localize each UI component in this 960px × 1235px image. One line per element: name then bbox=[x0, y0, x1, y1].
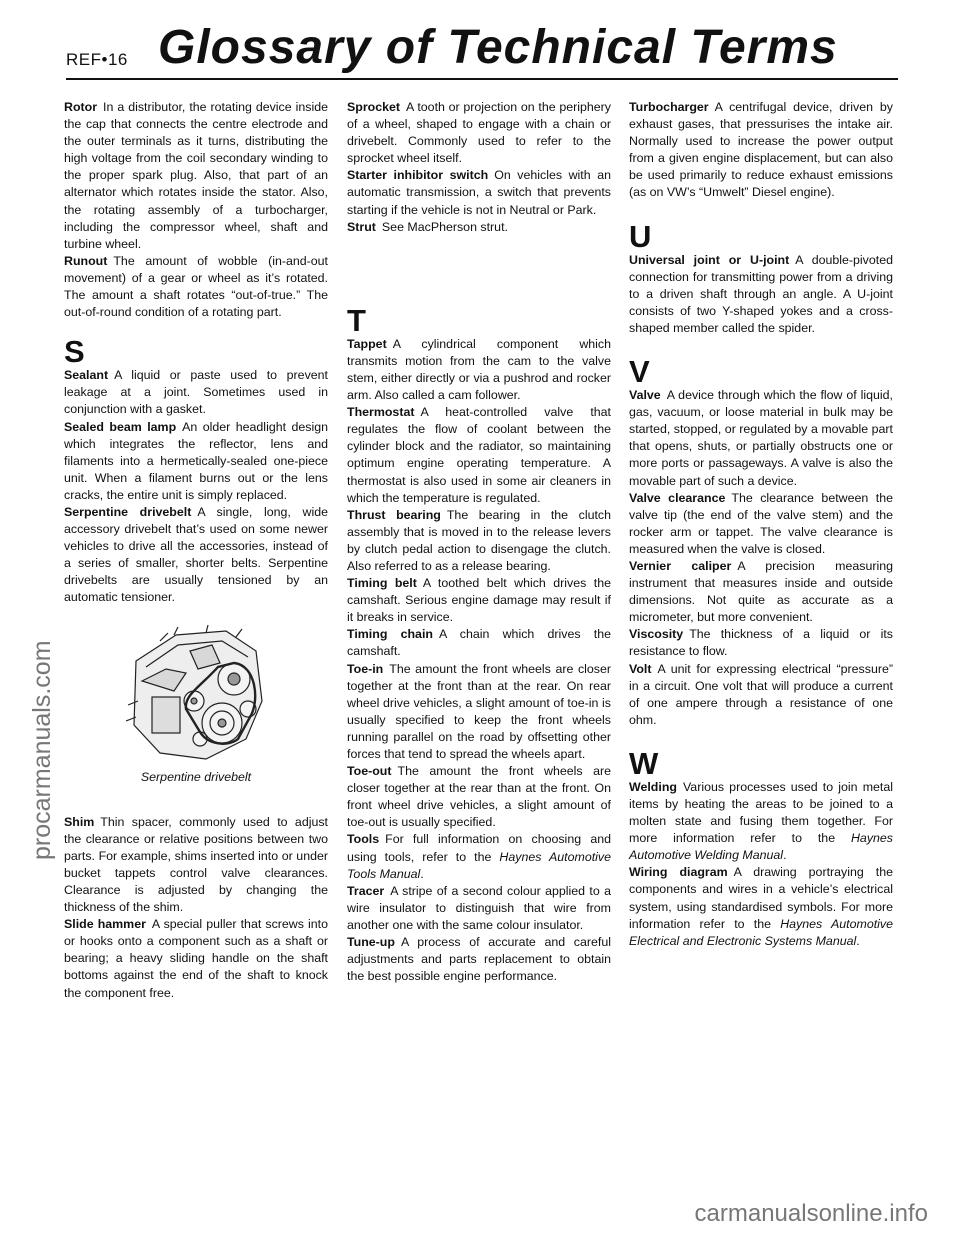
side-watermark: procarmanuals.com bbox=[28, 640, 56, 860]
entry-text: A cylindrical component which transmits motion from the cam to the valve stem, either directly or via a pushrod and rocker arm. Also called a cam follower. bbox=[347, 336, 611, 403]
entry-term: Welding bbox=[629, 779, 677, 794]
entry-term: Shim bbox=[64, 814, 95, 829]
entries-col1-block2 bbox=[64, 367, 328, 606]
glossary-entry bbox=[347, 661, 611, 764]
entry-text: A tooth or projection on the periphery of a wheel, shaped to engage with a chain or drivebelt. Commonly used to refer to the sprocket wheel itself. bbox=[347, 100, 611, 166]
section-letter-u: U bbox=[629, 218, 652, 254]
glossary-entry bbox=[347, 99, 611, 167]
glossary-entry-welding bbox=[629, 779, 893, 864]
glossary-entry bbox=[347, 219, 611, 236]
entry-term: Turbocharger bbox=[629, 100, 709, 114]
glossary-entry bbox=[347, 883, 611, 934]
entry-term: Serpentine drivebelt bbox=[64, 504, 192, 519]
entry-term: Wiring diagram bbox=[629, 865, 728, 880]
entries-col3-block2 bbox=[629, 252, 893, 337]
column-3 bbox=[629, 99, 893, 950]
entry-term: Valve bbox=[629, 388, 661, 403]
entry-term: Universal joint or U-joint bbox=[629, 252, 790, 267]
entry-term: Volt bbox=[629, 661, 652, 676]
glossary-entry bbox=[347, 763, 611, 831]
entry-text: The clearance between the valve tip (the end of the valve stem) and the rocker arm or tappet. The valve clearance is measured when the valve is closed. bbox=[629, 490, 893, 556]
manual-reference: Haynes Automotive Welding Manual bbox=[629, 831, 893, 863]
entry-text: The thickness of a liquid or its resistance to flow. bbox=[629, 627, 893, 659]
entry-text: A unit for expressing electrical “pressure” in a circuit. One volt that will produce a current of one ampere through a resistance of one ohm. bbox=[629, 661, 893, 727]
glossary-entry bbox=[64, 253, 328, 321]
glossary-entry bbox=[629, 490, 893, 558]
entry-term: Timing belt bbox=[347, 576, 417, 591]
entry-text: A liquid or paste used to prevent leakage at a joint. Sometimes used in conjunction with a gasket. bbox=[64, 368, 328, 417]
entry-text: An older headlight design which integrates the reflector, lens and filaments into a hermetically-sealed one-piece unit. When a filament burns out or the lens cracks, the entire unit is simply replaced. bbox=[64, 419, 329, 502]
entry-text: A double-pivoted connection for transmitting power from a driving to a driven shaft through an angle. A U-joint consists of two Y-shaped yokes and a cross-shaped member called the spider. bbox=[629, 252, 893, 335]
header-rule bbox=[66, 78, 898, 80]
entry-term: Sealant bbox=[64, 368, 109, 383]
glossary-entry bbox=[629, 252, 893, 337]
page-ref: REF•16 bbox=[66, 50, 128, 69]
figure-caption: Serpentine drivebelt bbox=[140, 769, 252, 784]
glossary-entry-wiring-diagram bbox=[629, 864, 893, 949]
entry-text: Various processes used to join metal items by heating the areas to be joined to a molten state and fusing them together. For more information refer to the bbox=[629, 779, 893, 846]
entry-text: A toothed belt which drives the camshaft. Serious engine damage may result if it breaks in service. bbox=[347, 576, 611, 625]
glossary-entry bbox=[347, 575, 611, 626]
entry-term: Runout bbox=[64, 253, 108, 268]
entries-col1-block1 bbox=[64, 99, 328, 321]
glossary-entry bbox=[629, 387, 893, 490]
glossary-entry bbox=[347, 507, 611, 575]
glossary-entry bbox=[347, 626, 611, 660]
glossary-entry bbox=[64, 504, 328, 607]
entry-text: The amount the front wheels are closer together at the front than at the rear. On rear wheel drive vehicles, a slight amount of toe-in is usually specified to keep the front wheels running parallel on the road by offsetting other forces that tend to spread the wheels apart. bbox=[347, 661, 611, 761]
entry-text: For full information on choosing and using tools, refer to the bbox=[347, 832, 611, 864]
entry-term: Toe-in bbox=[347, 661, 384, 676]
glossary-entry bbox=[64, 419, 328, 504]
entry-text: On vehicles with an automatic transmission, a switch that prevents starting if the vehicle is not in Neutral or Park. bbox=[347, 168, 611, 217]
entry-term: Thermostat bbox=[347, 405, 415, 420]
section-letter-w: W bbox=[629, 745, 659, 781]
entry-term: Vernier caliper bbox=[629, 558, 732, 573]
column-2 bbox=[347, 99, 611, 985]
glossary-entry bbox=[347, 404, 611, 507]
entry-text: A process of accurate and careful adjustments and parts replacement to obtain the best possible engine performance. bbox=[347, 935, 611, 984]
entry-text: The bearing in the clutch assembly that is moved in to the release levers by clutch pedal action to disengage the clutch. Also referred to as a release bearing. bbox=[347, 507, 611, 573]
entry-text: See MacPherson strut. bbox=[381, 219, 508, 234]
glossary-entry bbox=[64, 814, 328, 917]
entry-term: Tracer bbox=[347, 883, 385, 898]
entry-text: A special puller that screws into or hooks onto a component such as a shaft or bearing; a heavy sliding handle on the shaft bottoms against the end of the shaft to knock the component free. bbox=[64, 917, 328, 1000]
entry-text: A device through which the flow of liquid, gas, vacuum, or loose material in bulk may be started, stopped, or regulated by a movable part that opens, shuts, or partially obstructs one or more ports or passageways. A valve is also the movable part of such a device. bbox=[629, 388, 893, 488]
entry-term: Sealed beam lamp bbox=[64, 419, 177, 434]
entry-text-end: . bbox=[856, 933, 860, 948]
bottom-watermark: carmanualsonline.info bbox=[694, 1200, 928, 1227]
glossary-entry bbox=[347, 934, 611, 985]
entry-text-end: . bbox=[420, 866, 424, 881]
entry-term: Thrust bearing bbox=[347, 507, 441, 522]
entry-text-end: . bbox=[783, 848, 787, 863]
page-title: Glossary of Technical Terms bbox=[158, 21, 838, 74]
serpentine-drivebelt-figure bbox=[64, 621, 328, 786]
entry-term: Slide hammer bbox=[64, 917, 146, 932]
entry-text: A precision measuring instrument that measures inside and outside dimensions. Not quite as accurate as a micrometer, but more convenient. bbox=[629, 558, 893, 625]
entry-text: The amount the front wheels are closer together at the rear than at the front. On front wheel drive vehicles, a slight amount of toe-out is usually specified. bbox=[347, 764, 611, 830]
entry-term: Tappet bbox=[347, 336, 387, 351]
glossary-entry bbox=[64, 367, 328, 418]
entries-col3-block3 bbox=[629, 387, 893, 729]
entries-col3-block1 bbox=[629, 99, 893, 202]
glossary-entry bbox=[64, 916, 328, 1001]
entry-term: Sprocket bbox=[347, 100, 401, 114]
entry-text: The amount of wobble (in-and-out movement) of a gear or wheel as it’s rotated. The amount a shaft rotates “out-of-true.” The out-of-round condition of a rotating part. bbox=[64, 253, 328, 320]
entry-term: Starter inhibitor switch bbox=[347, 168, 489, 183]
entry-text: A chain which drives the camshaft. bbox=[347, 627, 611, 659]
entry-term: Toe-out bbox=[347, 764, 392, 779]
entry-text: A heat-controlled valve that regulates the flow of coolant between the cylinder block and the radiator, so maintaining optimum engine operating temperature. A thermostat is also used in some air cleaners in which the temperature is regulated. bbox=[347, 405, 611, 505]
glossary-entry bbox=[347, 336, 611, 404]
entry-text: A single, long, wide accessory drivebelt that’s used on some newer vehicles to drive all the accessories, instead of a series of smaller, shorter belts. Serpentine drivebelts are usually tensioned by an automatic tensioner. bbox=[64, 504, 329, 605]
manual-reference: Haynes Automotive Tools Manual bbox=[347, 849, 611, 881]
entry-term: Viscosity bbox=[629, 627, 684, 642]
glossary-entry bbox=[64, 99, 328, 253]
entry-term: Timing chain bbox=[347, 627, 433, 642]
entry-term: Valve clearance bbox=[629, 490, 726, 505]
entries-col2-block1 bbox=[347, 99, 611, 236]
entries-col2-block2 bbox=[347, 336, 611, 832]
entry-term: Rotor bbox=[64, 100, 98, 114]
column-1 bbox=[64, 99, 328, 1002]
entry-term: Tune-up bbox=[347, 935, 395, 950]
entry-text: In a distributor, the rotating device inside the cap that connects the centre electrode and the outer terminals as it turns, distributing the high voltage from the coil secondary winding to the proper spark plug. Also, that part of an alternator which rotates inside the stator. Also, the rotating assembly of a turbocharger, including the compressor wheel, shaft and turbine wheel. bbox=[64, 100, 328, 251]
entry-term: Tools bbox=[347, 832, 380, 847]
manual-reference: Haynes Automotive Electrical and Electronic Systems Manual bbox=[629, 916, 893, 948]
engine-drivebelt-illustration bbox=[116, 621, 276, 769]
glossary-entry bbox=[629, 99, 893, 202]
glossary-entry bbox=[629, 626, 893, 660]
entry-text: A drawing portraying the components and wires in a vehicle’s electrical system, using standardised symbols. For more information refer to the bbox=[629, 865, 894, 931]
glossary-entry bbox=[629, 558, 893, 626]
section-letter-t: T bbox=[347, 302, 366, 338]
glossary-entry bbox=[347, 167, 611, 218]
section-letter-v: V bbox=[629, 354, 650, 390]
section-letter-s: S bbox=[64, 334, 85, 370]
entry-text: A centrifugal device, driven by exhaust gases, that pressurises the intake air. Normally used to increase the power output from a given engine displacement, but can also be used primarily to reduce exhaust emissions (as on VW’s “Umwelt” Diesel engine). bbox=[629, 100, 893, 200]
entry-text: Thin spacer, commonly used to adjust the clearance or relative positions between two parts. For example, shims inserted into or under bucket tappets control valve clearances. Clearance is adjusted by changing the thickness of the shim. bbox=[64, 814, 328, 915]
glossary-entry-tools bbox=[347, 831, 611, 882]
entries-col2-block3 bbox=[347, 883, 611, 986]
entries-col1-block3 bbox=[64, 814, 328, 1002]
entry-term: Strut bbox=[347, 219, 376, 234]
glossary-entry bbox=[629, 661, 893, 729]
entry-text: A stripe of a second colour applied to a wire insulator to distinguish that wire from another one with the same colour insulator. bbox=[347, 883, 611, 932]
